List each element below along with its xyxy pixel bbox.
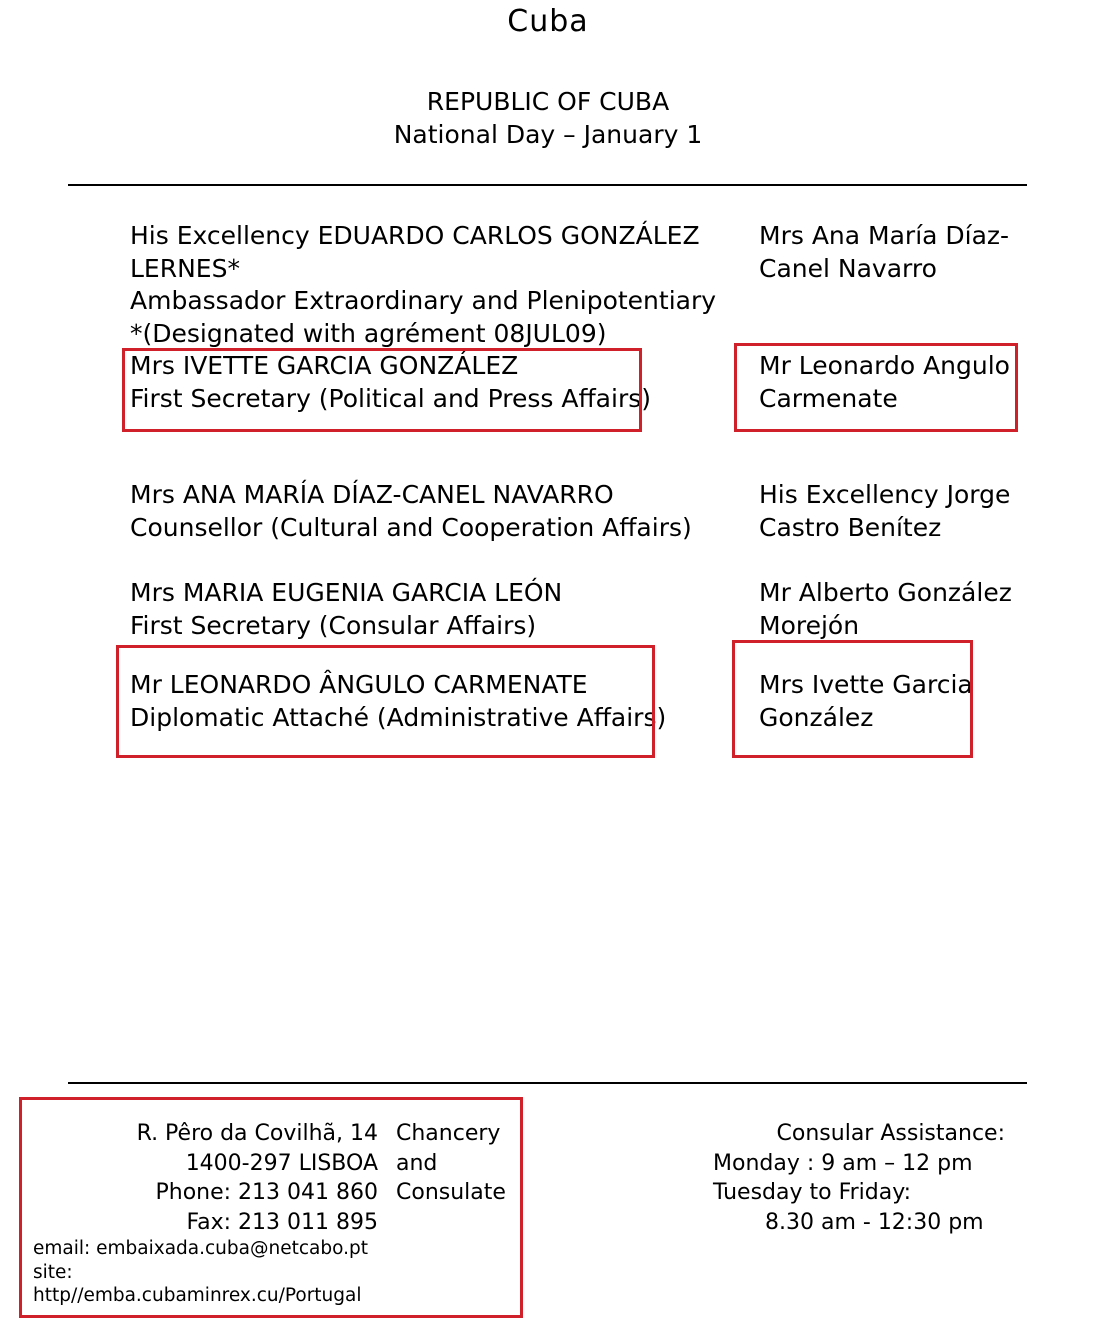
spouse-line: Mrs Ana María Díaz- <box>759 221 1010 250</box>
header-divider <box>68 184 1027 186</box>
entry-3-official <box>130 479 692 544</box>
address-phone: Phone: 213 041 860 <box>155 1180 378 1205</box>
consular-monday: Monday : 9 am – 12 pm <box>713 1150 973 1176</box>
national-day: National Day – January 1 <box>393 120 703 149</box>
spouse-line: Canel Navarro <box>759 253 937 283</box>
consular-hours <box>713 1119 1013 1237</box>
consular-weekdays-hours: 8.30 am - 12:30 pm <box>765 1209 984 1235</box>
official-note: *(Designated with agrément 08JUL09) <box>130 318 607 348</box>
official-name: His Excellency EDUARDO CARLOS GONZÁLEZ LERNES* <box>130 221 700 283</box>
consular-weekdays-label: Tuesday to Friday: <box>713 1180 912 1205</box>
spouse-line: His Excellency Jorge <box>759 480 1011 509</box>
highlight-box <box>732 640 973 758</box>
official-title: Counsellor (Cultural and Cooperation Affairs) <box>130 512 692 542</box>
official-name: Mrs IVETTE GARCIA GONZÁLEZ <box>130 351 519 380</box>
country-name: REPUBLIC OF CUBA <box>426 87 670 116</box>
official-title: Ambassador Extraordinary and Plenipotentiary <box>130 286 717 315</box>
official-name: Mrs MARIA EUGENIA GARCIA LEÓN <box>130 578 563 607</box>
site-label: site: <box>33 1261 73 1283</box>
entry-4-official <box>130 577 562 642</box>
highlight-box <box>734 343 1018 432</box>
spouse-line: Castro Benítez <box>759 512 942 542</box>
office-line: and <box>396 1150 438 1176</box>
spouse-line: Carmenate <box>759 383 898 413</box>
spouse-line: Mrs Ivette Garcia <box>759 670 973 699</box>
office-line: Chancery <box>396 1121 501 1146</box>
spouse-line: Mr Leonardo Angulo <box>759 351 1010 380</box>
email-link[interactable]: email: embaixada.cuba@netcabo.pt <box>33 1238 368 1259</box>
spouse-line: Mr Alberto González <box>759 578 1012 607</box>
address-city: 1400-297 LISBOA <box>185 1150 378 1176</box>
page-title: Cuba <box>507 4 589 39</box>
site-link[interactable]: http//emba.cubaminrex.cu/Portugal <box>33 1285 362 1306</box>
footer-divider <box>68 1082 1027 1084</box>
official-title: First Secretary (Political and Press Affairs) <box>130 383 652 413</box>
entry-1-official <box>130 220 730 350</box>
highlight-box <box>116 645 655 758</box>
official-name: Mr LEONARDO ÂNGULO CARMENATE <box>130 670 588 699</box>
official-title: Diplomatic Attaché (Administrative Affairs) <box>130 702 667 732</box>
office-line: Consulate <box>396 1180 506 1205</box>
entry-1-spouse <box>759 220 1009 285</box>
official-name: Mrs ANA MARÍA DÍAZ-CANEL NAVARRO <box>130 480 614 509</box>
entry-3-spouse <box>759 479 1010 544</box>
spouse-line: Morejón <box>759 610 860 640</box>
entry-4-spouse <box>759 577 1012 642</box>
address-fax: Fax: 213 011 895 <box>186 1209 378 1235</box>
spouse-line: González <box>759 702 874 732</box>
highlight-box <box>19 1097 523 1318</box>
official-title: First Secretary (Consular Affairs) <box>130 610 537 640</box>
highlight-box <box>122 348 642 432</box>
address-street: R. Pêro da Covilhã, 14 <box>136 1121 378 1146</box>
consular-heading: Consular Assistance: <box>776 1121 1005 1146</box>
